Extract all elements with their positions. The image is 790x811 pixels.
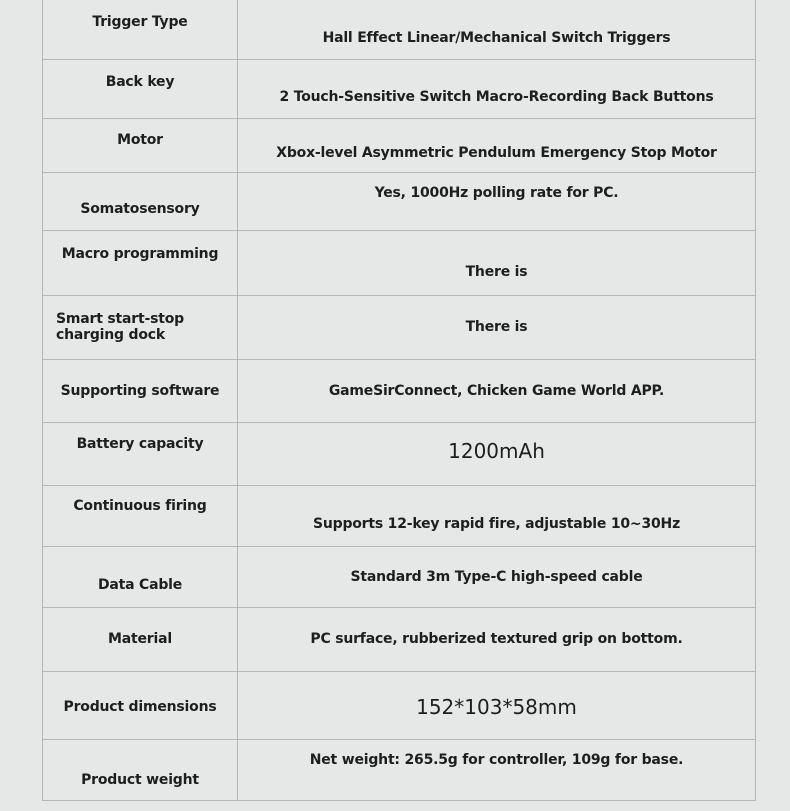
spec-value: Net weight: 265.5g for controller, 109g for base. xyxy=(309,751,684,768)
spec-value: Supports 12-key rapid fire, adjustable 10~30Hz xyxy=(312,515,681,532)
spec-label-cell xyxy=(43,485,238,546)
spec-label: Somatosensory xyxy=(80,201,200,217)
spec-label: Product dimensions xyxy=(63,699,217,715)
table-row xyxy=(43,607,756,671)
spec-label-cell xyxy=(43,230,238,295)
spec-label-cell xyxy=(43,671,238,739)
table-row xyxy=(43,671,756,739)
spec-value: Yes, 1000Hz polling rate for PC. xyxy=(374,184,619,201)
table-row xyxy=(43,739,756,800)
spec-value: 152*103*58mm xyxy=(416,695,577,719)
spec-label-cell xyxy=(43,59,238,118)
spec-value-cell xyxy=(238,59,756,118)
spec-label: Motor xyxy=(117,131,163,148)
spec-value-cell xyxy=(238,671,756,739)
spec-label-cell xyxy=(43,359,238,422)
spec-label-cell xyxy=(43,118,238,172)
spec-label: Smart start-stop charging dock xyxy=(56,311,184,343)
spec-value-cell xyxy=(238,422,756,485)
spec-label-cell xyxy=(43,546,238,607)
spec-value: PC surface, rubberized textured grip on bottom. xyxy=(310,631,683,647)
spec-value: There is xyxy=(465,319,528,335)
spec-value-cell xyxy=(238,485,756,546)
spec-label: Supporting software xyxy=(60,382,220,399)
spec-label-cell xyxy=(43,607,238,671)
spec-label: Material xyxy=(108,631,172,647)
spec-value-cell xyxy=(238,739,756,800)
spec-value-cell xyxy=(238,607,756,671)
spec-label: Data Cable xyxy=(97,577,183,593)
specifications-table xyxy=(42,0,756,801)
spec-value-cell xyxy=(238,359,756,422)
table-row xyxy=(43,295,756,359)
spec-value: GameSirConnect, Chicken Game World APP. xyxy=(328,382,665,399)
spec-value: Hall Effect Linear/Mechanical Switch Triggers xyxy=(322,30,671,47)
spec-value: There is xyxy=(465,263,528,280)
spec-label-cell xyxy=(43,422,238,485)
spec-label: Continuous firing xyxy=(73,497,207,514)
spec-label: Battery capacity xyxy=(76,435,204,452)
spec-value: 2 Touch-Sensitive Switch Macro-Recording Back Buttons xyxy=(279,88,714,105)
table-row xyxy=(43,485,756,546)
spec-label: Product weight xyxy=(81,771,199,788)
spec-value: Standard 3m Type-C high-speed cable xyxy=(350,568,643,585)
table-row xyxy=(43,546,756,607)
table-row xyxy=(43,422,756,485)
spec-value-cell xyxy=(238,172,756,230)
spec-value-cell xyxy=(238,295,756,359)
spec-label: Trigger Type xyxy=(92,14,188,31)
spec-label-cell xyxy=(43,0,238,59)
table-row xyxy=(43,59,756,118)
spec-value-cell xyxy=(238,546,756,607)
table-row xyxy=(43,118,756,172)
spec-label-cell xyxy=(43,295,238,359)
spec-label-cell xyxy=(43,739,238,800)
spec-label: Macro programming xyxy=(61,246,219,262)
table-row xyxy=(43,359,756,422)
spec-label: Back key xyxy=(105,73,175,90)
spec-value: 1200mAh xyxy=(448,438,545,463)
table-row xyxy=(43,172,756,230)
table-row xyxy=(43,0,756,59)
spec-value-cell xyxy=(238,118,756,172)
spec-label-cell xyxy=(43,172,238,230)
table-row xyxy=(43,230,756,295)
spec-value-cell xyxy=(238,230,756,295)
spec-value: Xbox-level Asymmetric Pendulum Emergency Stop Motor xyxy=(276,144,717,161)
spec-value-cell xyxy=(238,0,756,59)
